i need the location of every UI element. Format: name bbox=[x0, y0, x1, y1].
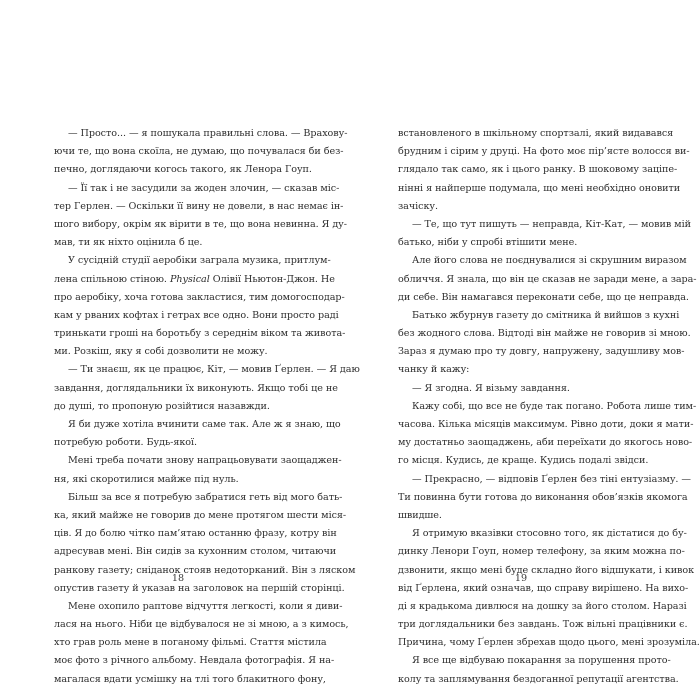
text-line: — Те, що тут пишуть — неправда, Кіт-Кат, — мовив мій bbox=[412, 218, 691, 230]
text-line bbox=[54, 271, 335, 289]
text-line: — Її так і не засудили за жоден злочин, — сказав міс- bbox=[68, 182, 340, 194]
text-line: завдання, доглядальники їх виконують. Якщо тобі це не bbox=[54, 382, 338, 394]
text-line: Мені треба почати знову напрацьовувати заощаджен- bbox=[68, 455, 342, 467]
italic-title: Physical bbox=[169, 273, 210, 285]
text-line: колу та заплямування бездоганної репутації агентства. bbox=[398, 673, 679, 685]
text-line: дзвонити, якщо мені буде складно його відшукати, і кивок bbox=[398, 564, 695, 576]
text-line: кам у рваних кофтах і гетрах все одно. Вони просто раді bbox=[54, 309, 339, 321]
text-line: Я би дуже хотіла вчинити саме так. Але ж я знаю, що bbox=[68, 419, 341, 430]
text-line: опустив газету й указав на заголовок на першій сторінці. bbox=[54, 582, 345, 594]
text-line: ранкову газету; сніданок стояв недоторканий. Він з ляском bbox=[54, 564, 356, 576]
text-line: Я все ще відбуваю покарання за порушення прото- bbox=[412, 655, 671, 667]
text-line: зачіску. bbox=[398, 200, 439, 212]
text-line: потребую роботи. Будь-якої. bbox=[54, 437, 198, 449]
text-line: печно, доглядаючи когось такого, як Ленора Гоуп. bbox=[54, 164, 312, 176]
text-line: Більш за все я потребую забратися геть від мого бать- bbox=[68, 491, 343, 503]
text-line: обличчя. Я знала, що він це сказав не заради мене, а зара- bbox=[398, 273, 697, 285]
text-line: три доглядальники без завдань. Тож вільні працівники є. bbox=[398, 619, 688, 631]
text-line: — Ти знаєш, як це працює, Кіт, — мовив Ґерлен. — Я даю bbox=[68, 364, 360, 376]
text-line: нінні я найперше подумала, що мені необхідно оновити bbox=[398, 182, 681, 194]
left-page-text bbox=[54, 125, 360, 689]
text-line: мав, ти як ніхто оцінила б це. bbox=[54, 237, 203, 249]
text-line: У сусідній студії аеробіки заграла музика, притлум- bbox=[68, 255, 331, 267]
text-line: тринькати гроші на боротьбу з середнім віком та живота- bbox=[54, 328, 346, 340]
text-line: Я отримую вказівки стосовно того, як дістатися до бу- bbox=[412, 528, 687, 540]
text-line: магалася вдати усмішку на тлі того блакитного фону, bbox=[54, 673, 326, 685]
text-line: батько, ніби у спробі втішити мене. bbox=[398, 237, 578, 249]
text-line: Але його слова не поєднувалися зі скрушним виразом bbox=[412, 255, 687, 267]
right-page-text bbox=[398, 125, 700, 689]
text-line: ми. Розкіш, яку я собі дозволити не можу. bbox=[54, 346, 268, 358]
text-line: швидше. bbox=[398, 509, 442, 521]
text-line: тер Герлен. — Оскільки її вину не довели, в нас немає ін- bbox=[54, 200, 344, 212]
text-segment: лена спільною стіною. bbox=[54, 273, 170, 285]
text-line: брудним і сірим у друці. На фото моє пір’ясте волосся ви- bbox=[398, 146, 690, 158]
text-line: Зараз я думаю про ту довгу, напружену, задушливу мов- bbox=[398, 346, 685, 358]
text-line: Батько жбурнув газету до смітника й вийшов з кухні bbox=[412, 309, 680, 321]
text-line: Мене охопило раптове відчуття легкості, коли я диви- bbox=[68, 600, 343, 612]
text-line: го місця. Кудись, де краще. Кудись подалі звідси. bbox=[398, 455, 649, 467]
left-page-number: 18 bbox=[171, 573, 185, 584]
text-line: динку Ленори Гоуп, номер телефону, за яким можна по- bbox=[398, 546, 685, 558]
text-line: — Прекрасно, — відповів Ґерлен без тіні ентузіазму. — bbox=[412, 473, 691, 485]
text-line: — Просто... — я пошукала правильні слова. — Врахову- bbox=[68, 128, 348, 139]
text-line: ди себе. Він намагався переконати себе, що це неправда. bbox=[398, 291, 689, 303]
text-line: моє фото з річного альбому. Невдала фотографія. Я на- bbox=[54, 655, 335, 667]
text-line: — Я згодна. Я візьму завдання. bbox=[412, 382, 570, 394]
text-line: шого вибору, окрім як вірити в те, що вона невинна. Я ду- bbox=[54, 218, 347, 230]
text-line: глядало так само, як і цього ранку. В шоковому заціпе- bbox=[398, 164, 678, 176]
text-line: до душі, то пропоную розійтися назавжди. bbox=[54, 400, 270, 412]
text-line: Ти повинна бути готова до виконання обов’язків якомога bbox=[398, 491, 688, 503]
text-line: часова. Кілька місяців максимум. Рівно доти, доки я мати- bbox=[398, 419, 694, 430]
text-line: адресував мені. Він сидів за кухонним столом, читаючи bbox=[54, 546, 337, 558]
right-page-number: 19 bbox=[514, 573, 528, 584]
text-line: Кажу собі, що все не буде так погано. Робота лише тим- bbox=[412, 400, 697, 412]
text-line: хто грав роль мене в поганому фільмі. Стаття містила bbox=[54, 637, 327, 649]
text-line: ді я крадькома дивлюся на дошку за його столом. Наразі bbox=[398, 600, 687, 612]
text-line: від Ґерлена, який означав, що справу вирішено. На вихо- bbox=[398, 582, 689, 594]
text-line: Причина, чому Ґерлен збрехав щодо цього, мені зрозуміла. bbox=[398, 637, 700, 649]
text-line: про аеробіку, хоча готова закластися, тим домогосподар- bbox=[54, 291, 345, 303]
text-segment: Олівії Ньютон-Джон. Не bbox=[209, 273, 335, 285]
text-line: лася на нього. Ніби це відбувалося не зі мною, а з кимось, bbox=[54, 619, 349, 631]
text-line: встановленого в шкільному спортзалі, який видавався bbox=[398, 128, 674, 139]
text-line: ючи те, що вона скоїла, не думаю, що почувалася би без- bbox=[54, 146, 344, 158]
text-line: ня, які скоротилися майже під нуль. bbox=[54, 473, 239, 485]
text-line: чанку й кажу: bbox=[398, 364, 470, 376]
text-line: му достатньо заощаджень, аби переїхати до якогось ново- bbox=[398, 437, 693, 449]
right-page bbox=[350, 0, 700, 700]
text-line: ців. Я до болю чітко пам’ятаю останню фразу, котру він bbox=[54, 528, 337, 540]
text-line: ка, який майже не говорив до мене протягом шести міся- bbox=[54, 509, 347, 521]
text-line: без жодного слова. Відтоді він майже не говорив зі мною. bbox=[398, 328, 691, 340]
